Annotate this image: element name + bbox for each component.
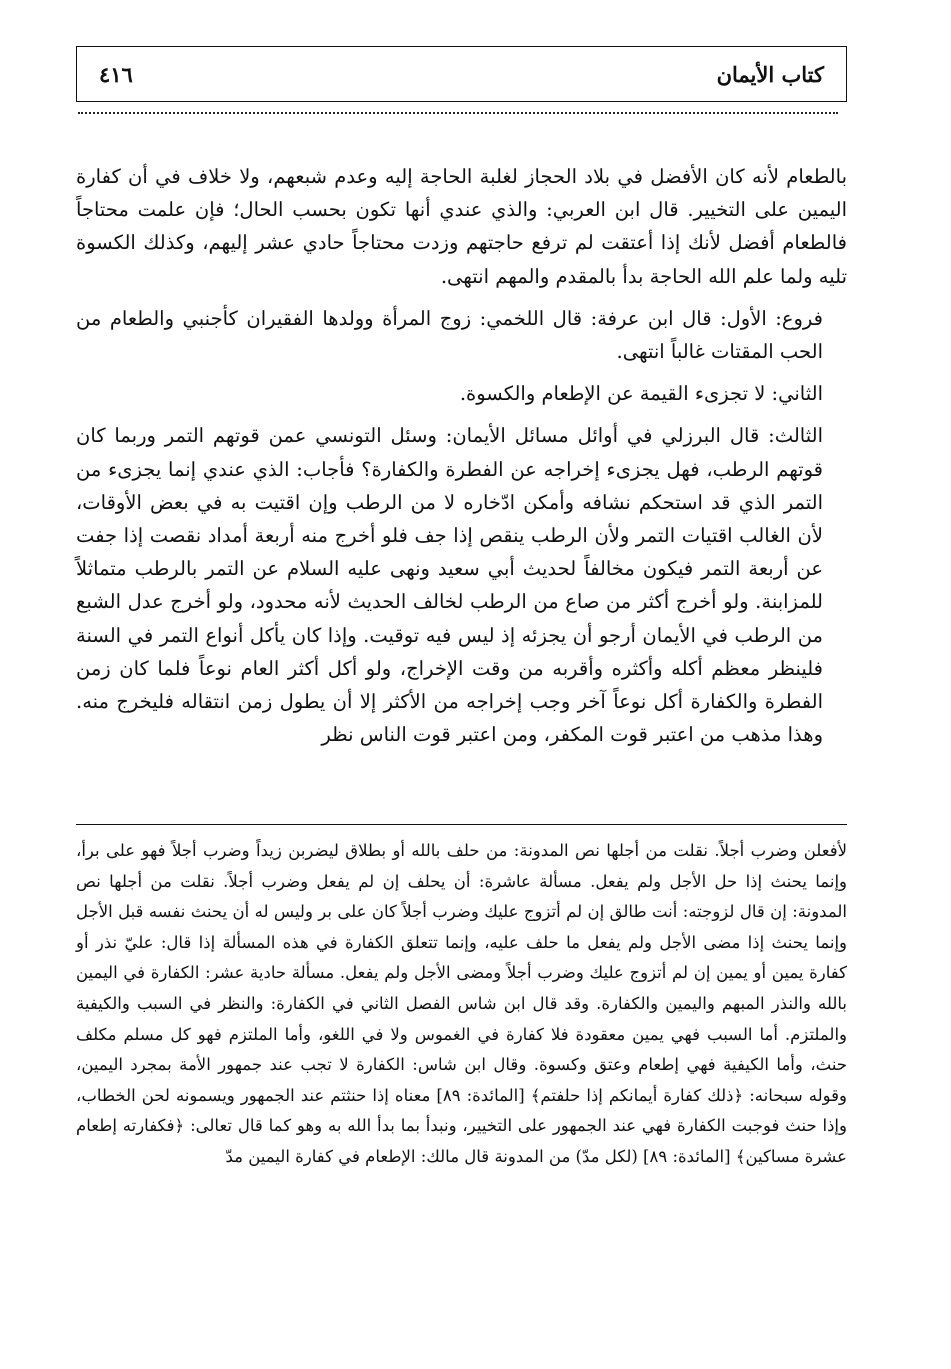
book-title: كتاب الأيمان — [716, 61, 824, 87]
paragraph: الثالث: قال البرزلي في أوائل مسائل الأيمان: وسئل التونسي عمن قوتهم التمر وربما كان قوتهم الرطب، فهل يجزىء إخراجه عن الفطرة والكفارة؟ فأجاب: الذي عندي إنما يجزىء من التمر الذي قد استحكم نشافه وأمكن ادّخاره لا من الرطب وإن اقتيت به في بعض الأوقات، لأن الغالب اقتيات التمر ولأن الرطب ينقص إذا جف فلو أخرج منه أربعة أمداد نقصت إذا جفت عن أربعة التمر فيكون مخالفاً لحديث أبي سعيد ونهى عليه السلام عن التمر بالرطب متماثلاً للمزابنة. ولو أخرج أكثر من صاع من الرطب لخالف الحديث لأنه محدود، ولو أخرج عدل الشبع من الرطب في الأيمان أرجو أن يجزئه إذ ليس فيه توقيت. وإذا كان يأكل أنواع التمر في السنة فلينظر معظم أكله وأكثره وأقربه من وقت الإخراج، ولو أكل أكثر العام نوعاً فلما كان زمن الفطرة والكفارة أكل نوعاً آخر وجب إخراجه من الأكثر إلا أن يطول زمن انتقاله فليخرج منه. وهذا مذهب من اعتبر قوت المكفر، ومن اعتبر قوت الناس نظر — [76, 424, 823, 747]
main-text — [76, 160, 847, 751]
paragraph: الثاني: لا تجزىء القيمة عن الإطعام والكسوة. — [459, 382, 823, 406]
footnote-rule — [76, 824, 847, 825]
page-number: ٤١٦ — [99, 61, 133, 87]
footnote — [76, 836, 847, 1173]
paragraph: فروع: الأول: قال ابن عرفة: قال اللخمي: زوج المرأة وولدها الفقيران كأجنبي والطعام من الحب المقتات غالباً انتهى. — [76, 306, 823, 364]
footnote-text: لأفعلن وضرب أجلاً. نقلت من أجلها نص المدونة: من حلف بالله أو بطلاق ليضربن زيداً وضرب أجلاً فهو على برأ، وإنما يحنث إذا حل الأجل ولم يفعل. مسألة عاشرة: أن يحلف إن لم يفعل وضرب أجلاً. نقلت من أجلها نص المدونة: إن قال لزوجته: أنت طالق إن لم أتزوج عليك وضرب أجلاً كان على بر وليس له أن يحنث نفسه قبل الأجل وإنما يحنث إذا مضى الأجل ولم يفعل ما حلف عليه، وإنما تتعلق الكفارة في هذه المسألة إذا قال: عليّ نذر أو كفارة يمين أو يمين إن لم أتزوج عليك وضرب أجلاً ومضى الأجل ولم يفعل. مسألة حادية عشر: الكفارة في اليمين بالله والنذر المبهم واليمين والكفارة. وقد قال ابن شاس الفصل الثاني في الكفارة: والنظر في السبب والكيفية والملتزم. أما السبب فهي يمين معقودة فلا كفارة في الغموس ولا في اللغو، وأما الملتزم فهو كل مسلم مكلف حنث، وأما الكيفية فهي إطعام وعتق وكسوة. وقال ابن شاس: الكفارة لا تجب عند جمهور الأمة بمجرد اليمين، وقوله سبحانه: ﴿ذلك كفارة أيمانكم إذا حلفتم﴾ [المائدة: ٨٩] معناه إذا حنثتم عند الجمهور ويسمونه لحن الخطاب، وإذا حنث فوجبت الكفارة فهي عند الجمهور على التخيير، ونبدأ بما بدأ الله به وهو كما قال تعالى: ﴿فكفارته إطعام عشرة مساكين﴾ [المائدة: ٨٩] (لكل مدّ) من المدونة قال مالك: الإطعام في كفارة اليمين مدّ — [76, 841, 847, 1166]
dotted-separator — [78, 112, 838, 114]
paragraph: بالطعام لأنه كان الأفضل في بلاد الحجاز لغلبة الحاجة إليه وعدم شبعهم، ولا خلاف في أن كفارة اليمين على التخيير. قال ابن العربي: والذي عندي أنها تكون بحسب الحال؛ فإن علمت محتاجاً فالطعام أفضل لأنك إذا أعتقت لم ترفع حاجتهم وزدت محتاجاً حادي عشر إليهم، وكذلك الكسوة تليه ولما علم الله الحاجة بدأ بالمقدم والمهم انتهى. — [76, 165, 847, 288]
page-header — [76, 46, 847, 102]
